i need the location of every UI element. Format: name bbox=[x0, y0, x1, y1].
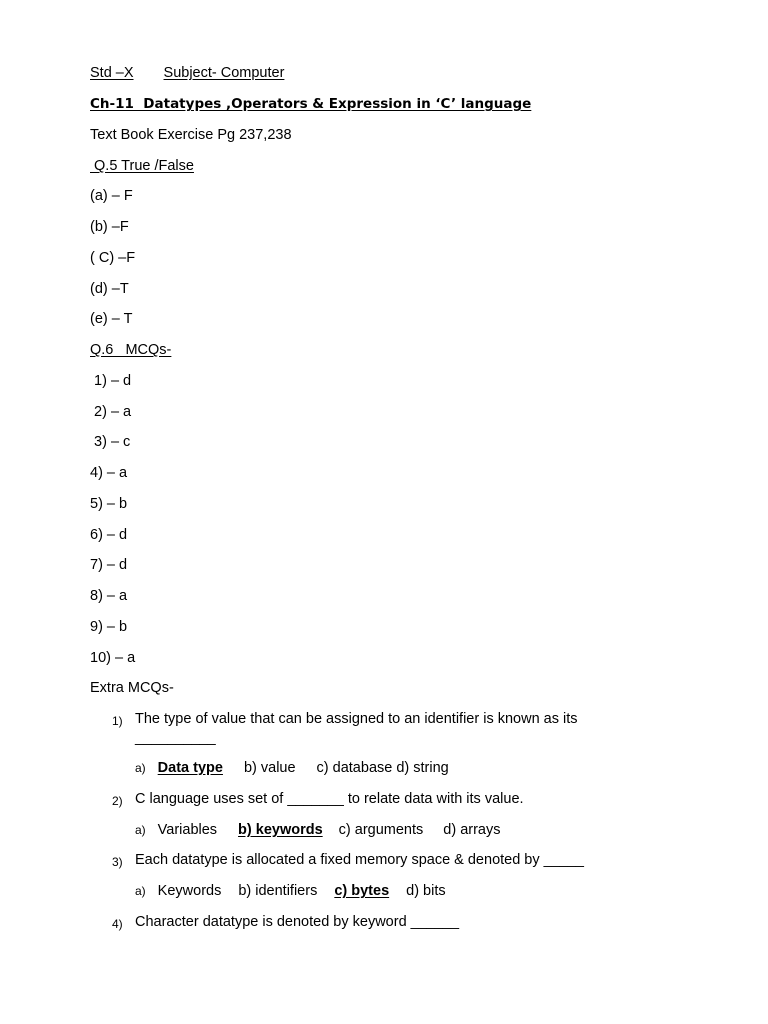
option-marker: a) bbox=[135, 761, 146, 775]
option: c) database d) string bbox=[316, 760, 449, 776]
q6-answer: 8) – a bbox=[90, 588, 128, 604]
extra-q-options bbox=[135, 821, 501, 839]
option-marker: a) bbox=[135, 884, 146, 898]
q5-answer: (e) – T bbox=[90, 311, 133, 327]
q6-answer: 9) – b bbox=[90, 619, 128, 635]
extra-q-blank: __________ bbox=[135, 730, 216, 746]
option: Variables bbox=[157, 822, 218, 838]
q6-answer: 6) – d bbox=[90, 527, 128, 543]
extra-q-options bbox=[135, 759, 449, 777]
extra-mcqs-title: Extra MCQs- bbox=[90, 680, 174, 696]
q6-answer: 3) – c bbox=[90, 434, 131, 450]
extra-q-text: The type of value that can be assigned to an identifier is known as its bbox=[135, 711, 578, 727]
option: b) value bbox=[243, 760, 296, 776]
extra-q-number: 4) bbox=[112, 917, 123, 931]
textbook-ref: Text Book Exercise Pg 237,238 bbox=[90, 127, 292, 143]
correct-option: b) keywords bbox=[238, 822, 323, 838]
option: Keywords bbox=[157, 883, 222, 899]
extra-q-text: Character datatype is denoted by keyword ______ bbox=[135, 914, 460, 930]
q6-answer: 5) – b bbox=[90, 496, 128, 512]
option: c) arguments bbox=[338, 822, 424, 838]
correct-option: c) bytes bbox=[334, 883, 390, 899]
chapter-title: Ch-11 Datatypes ,Operators & Expression in ‘C’ language bbox=[90, 96, 532, 112]
option: d) bits bbox=[406, 883, 446, 899]
option: d) arrays bbox=[443, 822, 501, 838]
extra-q-number: 1) bbox=[112, 714, 123, 728]
std-label: Std –X bbox=[90, 65, 134, 81]
extra-q-text: Each datatype is allocated a fixed memory space & denoted by _____ bbox=[135, 852, 584, 868]
q6-answer: 1) – d bbox=[90, 373, 132, 389]
extra-q-number: 2) bbox=[112, 794, 123, 808]
q6-title: Q.6 MCQs- bbox=[90, 342, 172, 358]
q5-answer: (d) –T bbox=[90, 281, 129, 297]
q6-answer: 7) – d bbox=[90, 557, 128, 573]
q6-answer: 10) – a bbox=[90, 650, 136, 666]
extra-q-text: C language uses set of _______ to relate data with its value. bbox=[135, 791, 524, 807]
extra-q-options bbox=[135, 882, 446, 900]
q5-answer: (a) – F bbox=[90, 188, 133, 204]
subject-label: Subject- Computer bbox=[163, 65, 285, 81]
extra-q-number: 3) bbox=[112, 855, 123, 869]
q5-answer: (b) –F bbox=[90, 219, 129, 235]
std-subject-line bbox=[90, 64, 284, 82]
correct-option: Data type bbox=[157, 760, 223, 776]
q6-answer: 2) – a bbox=[90, 404, 132, 420]
q5-answer: ( C) –F bbox=[90, 250, 136, 266]
q6-answer: 4) – a bbox=[90, 465, 128, 481]
option: b) identifiers bbox=[238, 883, 318, 899]
option-marker: a) bbox=[135, 823, 146, 837]
q5-title: Q.5 True /False bbox=[90, 158, 194, 174]
